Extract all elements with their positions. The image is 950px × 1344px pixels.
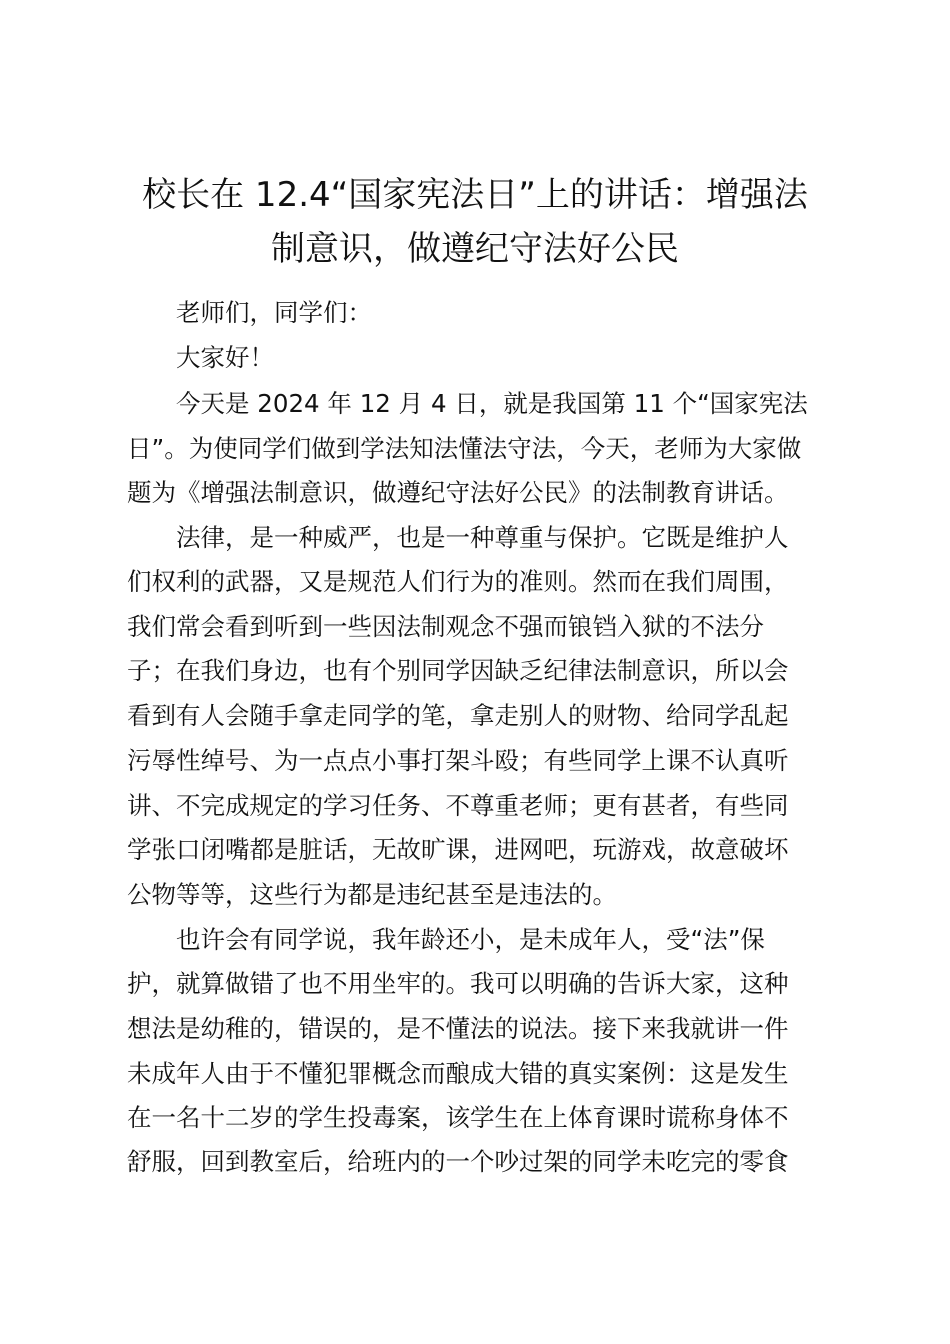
greeting: 大家好！	[176, 343, 274, 372]
salutation: 老师们，同学们：	[176, 298, 372, 327]
paragraph-2-line: 公物等等，这些行为都是违纪甚至是违法的。	[127, 880, 617, 909]
paragraph-2-line: 我们常会看到听到一些因法制观念不强而锒铛入狱的不法分	[127, 612, 764, 641]
paragraph-3-line: 护，就算做错了也不用坐牢的。我可以明确的告诉大家，这种	[127, 969, 789, 998]
document-title-line-2: 制意识，做遵纪守法好公民	[271, 229, 679, 269]
paragraph-1-line: 今天是 2024 年 12 月 4 日，就是我国第 11 个“国家宪法	[176, 389, 808, 418]
paragraph-3-line: 舒服，回到教室后，给班内的一个吵过架的同学未吃完的零食	[127, 1147, 789, 1176]
paragraph-3-line: 在一名十二岁的学生投毒案，该学生在上体育课时谎称身体不	[127, 1103, 789, 1132]
document-title-line-1: 校长在 12.4“国家宪法日”上的讲话：增强法	[142, 175, 808, 215]
paragraph-1-line: 日”。为使同学们做到学法知法懂法守法，今天，老师为大家做	[127, 434, 802, 463]
paragraph-2-line: 法律，是一种威严，也是一种尊重与保护。它既是维护人	[176, 523, 789, 552]
paragraph-2-line: 学张口闭嘴都是脏话，无故旷课，进网吧，玩游戏，故意破坏	[127, 835, 789, 864]
paragraph-2-line: 污辱性绰号、为一点点小事打架斗殴；有些同学上课不认真听	[127, 746, 789, 775]
paragraph-2-line: 子；在我们身边，也有个别同学因缺乏纪律法制意识，所以会	[127, 656, 789, 685]
paragraph-3-line: 想法是幼稚的，错误的，是不懂法的说法。接下来我就讲一件	[127, 1014, 789, 1043]
paragraph-2-line: 们权利的武器，又是规范人们行为的准则。然而在我们周围，	[127, 567, 789, 596]
paragraph-2-line: 讲、不完成规定的学习任务、不尊重老师；更有甚者，有些同	[127, 791, 789, 820]
paragraph-3-line: 未成年人由于不懂犯罪概念而酿成大错的真实案例：这是发生	[127, 1059, 789, 1088]
paragraph-1-line: 题为《增强法制意识，做遵纪守法好公民》的法制教育讲话。	[127, 478, 789, 507]
paragraph-2-line: 看到有人会随手拿走同学的笔，拿走别人的财物、给同学乱起	[127, 701, 789, 730]
paragraph-3-line: 也许会有同学说，我年龄还小，是未成年人，受“法”保	[176, 925, 765, 954]
